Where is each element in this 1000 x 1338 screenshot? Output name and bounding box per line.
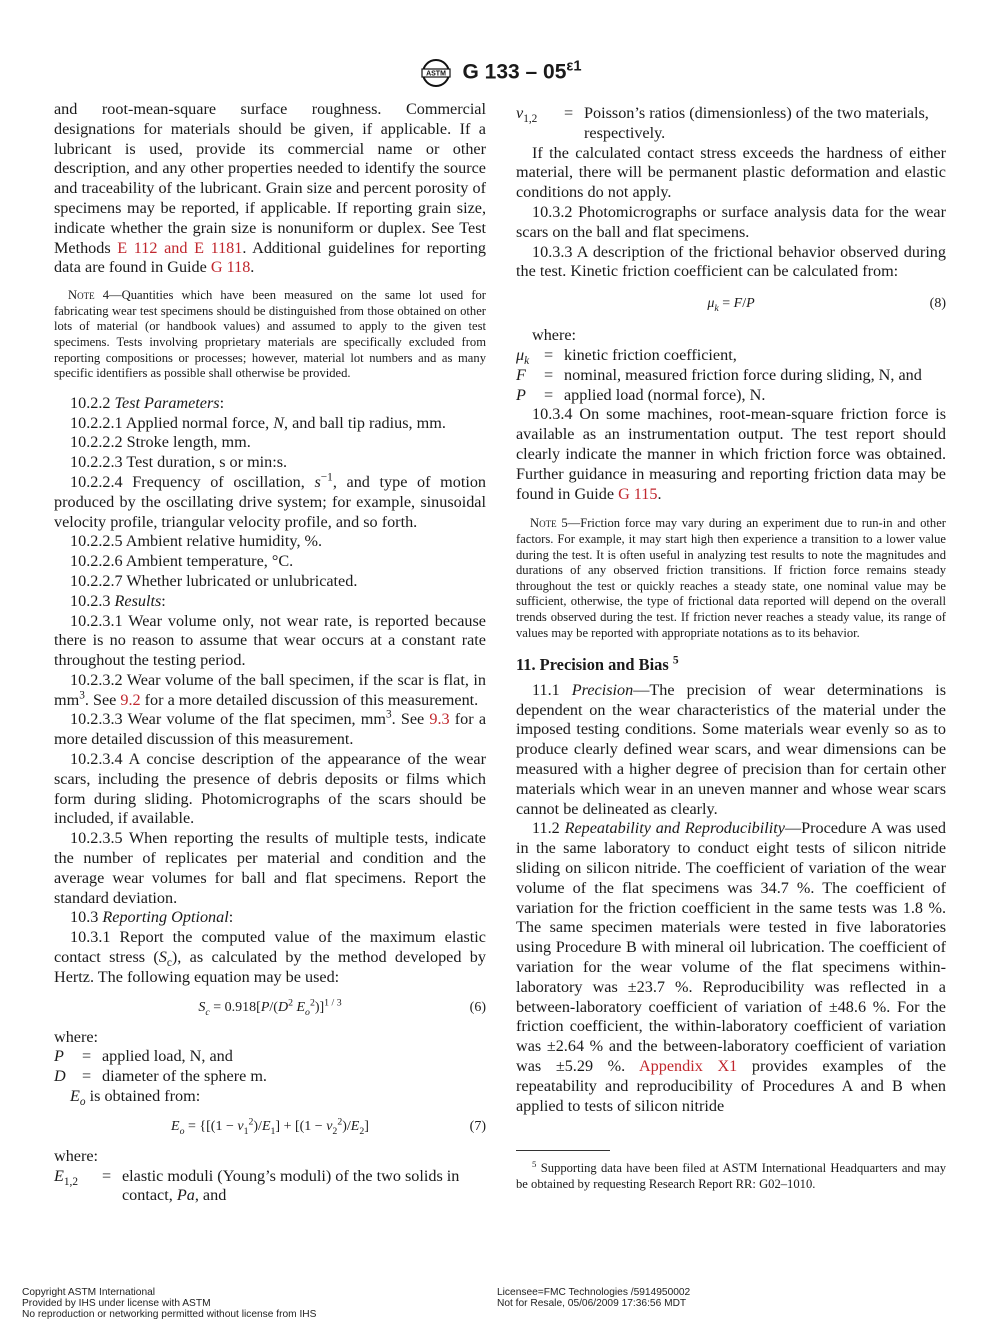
equation-6-formula: $S_c = 0.918[P/(D^2$ $E_o^2)]^{1 / 3}$: [198, 996, 342, 1018]
equation-8-formula: $\mu_k = F/P$: [707, 296, 755, 314]
page-header: [0, 58, 1000, 88]
link-e112[interactable]: E 112 and E 1181: [117, 238, 243, 257]
logo-text: ASTM: [426, 70, 447, 78]
section-10-2-2-5: 10.2.2.5 Ambient relative humidity, %.: [70, 532, 323, 551]
section-10-3-4: 10.3.4 On some machines, root-mean-square friction force is available as an instrumentation output. The test report should clearly indicate the manner in which friction force was obtained. Further guidance in measuring and reporting friction data may be found in Guide G 115.: [516, 405, 946, 503]
section-10-2-2-3: 10.2.2.3 Test duration, s or min:s.: [70, 453, 288, 472]
section-11-heading: 11. Precision and Bias $^5$: [516, 654, 679, 675]
definition-mu: $\mu_k$ = kinetic friction coefficient,: [516, 345, 737, 368]
section-10-2-2-4: 10.2.2.4 Frequency of oscillation, $s^{-1}$, and type of motion produced by the oscillating drive system; for example, sinusoidal velocity profile, triangular velocity profile, and so forth.: [54, 471, 487, 531]
section-10-2-3-3: 10.2.3.3 Wear volume of the flat specimen, $mm^3$. See 9.3 for a more detailed discussion of this measurement.: [54, 709, 487, 749]
definition-v: $v_{1,2}$ = Poisson’s ratios (dimensionless) of the two materials, respectively.: [516, 104, 929, 142]
left-column: [54, 100, 486, 1206]
section-11-2: 11.2 Repeatability and Reproducibility—Procedure A was used in the same laboratory to conduct eight tests of silicon nitride sliding on silicon nitride. The coefficient of variation of the wear volume of the flat specimens was 34.7 %. The coefficient of variation for the friction coefficient in the same tests was 1.8 %. The same specimen materials were tested in five laboratories using Procedure B with mineral oil lubrication. The coefficient of variation for the wear volume of the flat specimens within-laboratory was ±23.7 %. Reproducibility was reflected in a between-laboratory coefficient of variation of ±48.6 %. For the friction coefficient, the within-laboratory coefficient of variation was ±2.64 % and the between-laboratory coefficient of variation was ±5.29 %. Appendix X1 provides examples of the repeatability and reproducibility of Procedures A and B when applied to tests of silicon nitride: [516, 819, 947, 1115]
section-10-2-2-1: 10.2.2.1 Applied normal force, N, and ball tip radius, mm.: [70, 413, 446, 432]
section-10-2-3-1: 10.2.3.1 Wear volume only, not wear rate, is reported because there is no reason to assume that wear occurs at a constant rate throughout the testing period.: [54, 611, 486, 670]
where-2: where:: [54, 1146, 99, 1165]
section-10-3: 10.3 Reporting Optional:: [70, 908, 234, 927]
equation-7: [54, 1117, 486, 1137]
equation-6: [54, 998, 486, 1018]
definition-d: D = diameter of the sphere m.: [54, 1067, 267, 1086]
section-10-2-2-6: 10.2.2.6 Ambient temperature, °C.: [70, 552, 294, 571]
link-9-2[interactable]: 9.2: [120, 690, 141, 709]
note-5: Note 5—Friction force may vary during an experiment due to run-in and other factors. For example, it may start high then experience a transition to a lower value during the test. It is often useful in analyzing test results to note the magnitudes and durations of any observed friction transitions. If friction force remains steady throughout the test or quickly reaches a steady state, one nominal value may be sufficient, otherwise, the type of frictional data reported will depend on the overall trends observed during the test. If friction never reaches a steady value, its range of values may be reported with appropriate notations as to its behavior.: [516, 516, 946, 640]
link-g118[interactable]: G 118: [210, 258, 251, 277]
section-10-2-3-4: 10.2.3.4 A concise description of the appearance of the wear scars, including the presence of debris deposits or films which form during sliding. Photomicrographs of the scars should be included, if available.: [54, 750, 486, 828]
footnote-rule: [516, 1150, 610, 1151]
astm-logo-icon: [418, 58, 454, 88]
section-10-3-2: 10.3.2 Photomicrographs or surface analysis data for the wear scars on the ball and flat specimens.: [516, 202, 946, 241]
where-3: where:: [532, 326, 577, 345]
link-appendix-x1[interactable]: Appendix X1: [638, 1057, 738, 1076]
section-10-2-3-5: 10.2.3.5 When reporting the results of multiple tests, indicate the number of replicates per material and condition and the average wear volumes for ball and flat specimens. Report the standard deviation.: [54, 829, 486, 907]
section-10-2-3: 10.2.3 Results:: [70, 591, 166, 610]
footer-copyright: Copyright ASTM International Provided by IHS under license with ASTM No reproduction or networking permitted without license from IHS: [22, 1287, 317, 1321]
equation-7-formula: $E_o = \{[(1 - v_1^2)/E_1] + [(1 - v_2^2)/E_2]$: [171, 1116, 369, 1137]
designation: G 133 – 05: [462, 60, 567, 84]
designation-epsilon: ε1: [566, 58, 582, 75]
equation-6-number: (6): [469, 999, 486, 1015]
section-10-3-1: 10.3.1 Report the computed value of the maximum elastic contact stress $(S_c)$, as calculated by the method developed by Hertz. The following equation may be used:: [54, 928, 486, 986]
right-column: [516, 100, 946, 1193]
note-4: Note 4—Quantities which have been measured on the same lot used for fabricating wear test specimens should be distinguished from those obtained on other lots of material (or handbook values) and assumed to apply to the given test specimens. Tests involving proprietary materials are specifically excluded from reporting compositions or processes; however, material lot numbers and as many specific identifiers as possible shall otherwise be provided.: [54, 288, 486, 381]
equation-8: [516, 294, 946, 314]
link-9-3[interactable]: 9.3: [429, 710, 450, 729]
equation-7-number: (7): [469, 1118, 486, 1134]
link-g115[interactable]: G 115: [618, 484, 658, 503]
definition-f: F = nominal, measured friction force during sliding, N, and: [516, 365, 922, 384]
paragraph-contact-stress: If the calculated contact stress exceeds the hardness of either material, there will be permanent plastic deformation and elastic conditions do not apply.: [516, 143, 946, 202]
footnote-5: $^5$ Supporting data have been filed at ASTM International Headquarters and may be obtained by requesting Research Report RR: G02–1010.: [516, 1159, 946, 1192]
section-10-3-3: 10.3.3 A description of the frictional behavior observed during the test. Kinetic friction coefficient can be calculated from:: [516, 242, 946, 281]
equation-8-number: (8): [929, 296, 946, 312]
paragraph-reporting-materials: and root-mean-square surface roughness. Commercial designations for materials should be given, if applicable. If a lubricant is used, provide its commercial name or other description, and any other properties needed to identify the source and traceability of the lubricant. Grain size and percent porosity of specimens may be reported, if applicable. If reporting grain size, indicate whether the grain size is nonuniform or duplex. See Test Methods E 112 and E 1181. Additional guidelines for reporting data are found in Guide G 118.: [54, 100, 487, 277]
section-10-2-2-7: 10.2.2.7 Whether lubricated or unlubricated.: [70, 571, 358, 590]
eo-line: $E_o$ is obtained from:: [70, 1087, 201, 1109]
section-10-2-3-2: 10.2.3.2 Wear volume of the ball specimen, if the scar is flat, in $mm^3$. See 9.2 for a more detailed discussion of this measurement.: [54, 670, 486, 709]
footer-license: Licensee=FMC Technologies /5914950002 Not for Resale, 05/06/2009 17:36:56 MDT: [497, 1287, 691, 1310]
definition-e: $E_{1,2}$ = elastic moduli (Young’s moduli) of the two solids in contact, Pa, and: [54, 1166, 460, 1205]
section-11-1: 11.1 Precision—The precision of wear determinations is dependent on the wear characteristics of the material under the imposed testing conditions. Some materials wear evenly so as to produce clearly defined wear scars, and wear dimensions can be measured with a higher degree of precision than for certain other materials which wear in an uneven manner and whose wear scars cannot be delineated as clearly.: [516, 680, 946, 818]
where-1: where:: [54, 1027, 99, 1046]
definition-p2: P = applied load (normal force), N.: [516, 385, 766, 404]
section-10-2-2-2: 10.2.2.2 Stroke length, mm.: [70, 433, 251, 452]
section-10-2-2: 10.2.2 Test Parameters:: [70, 393, 225, 412]
definition-p: P = applied load, N, and: [54, 1047, 233, 1066]
